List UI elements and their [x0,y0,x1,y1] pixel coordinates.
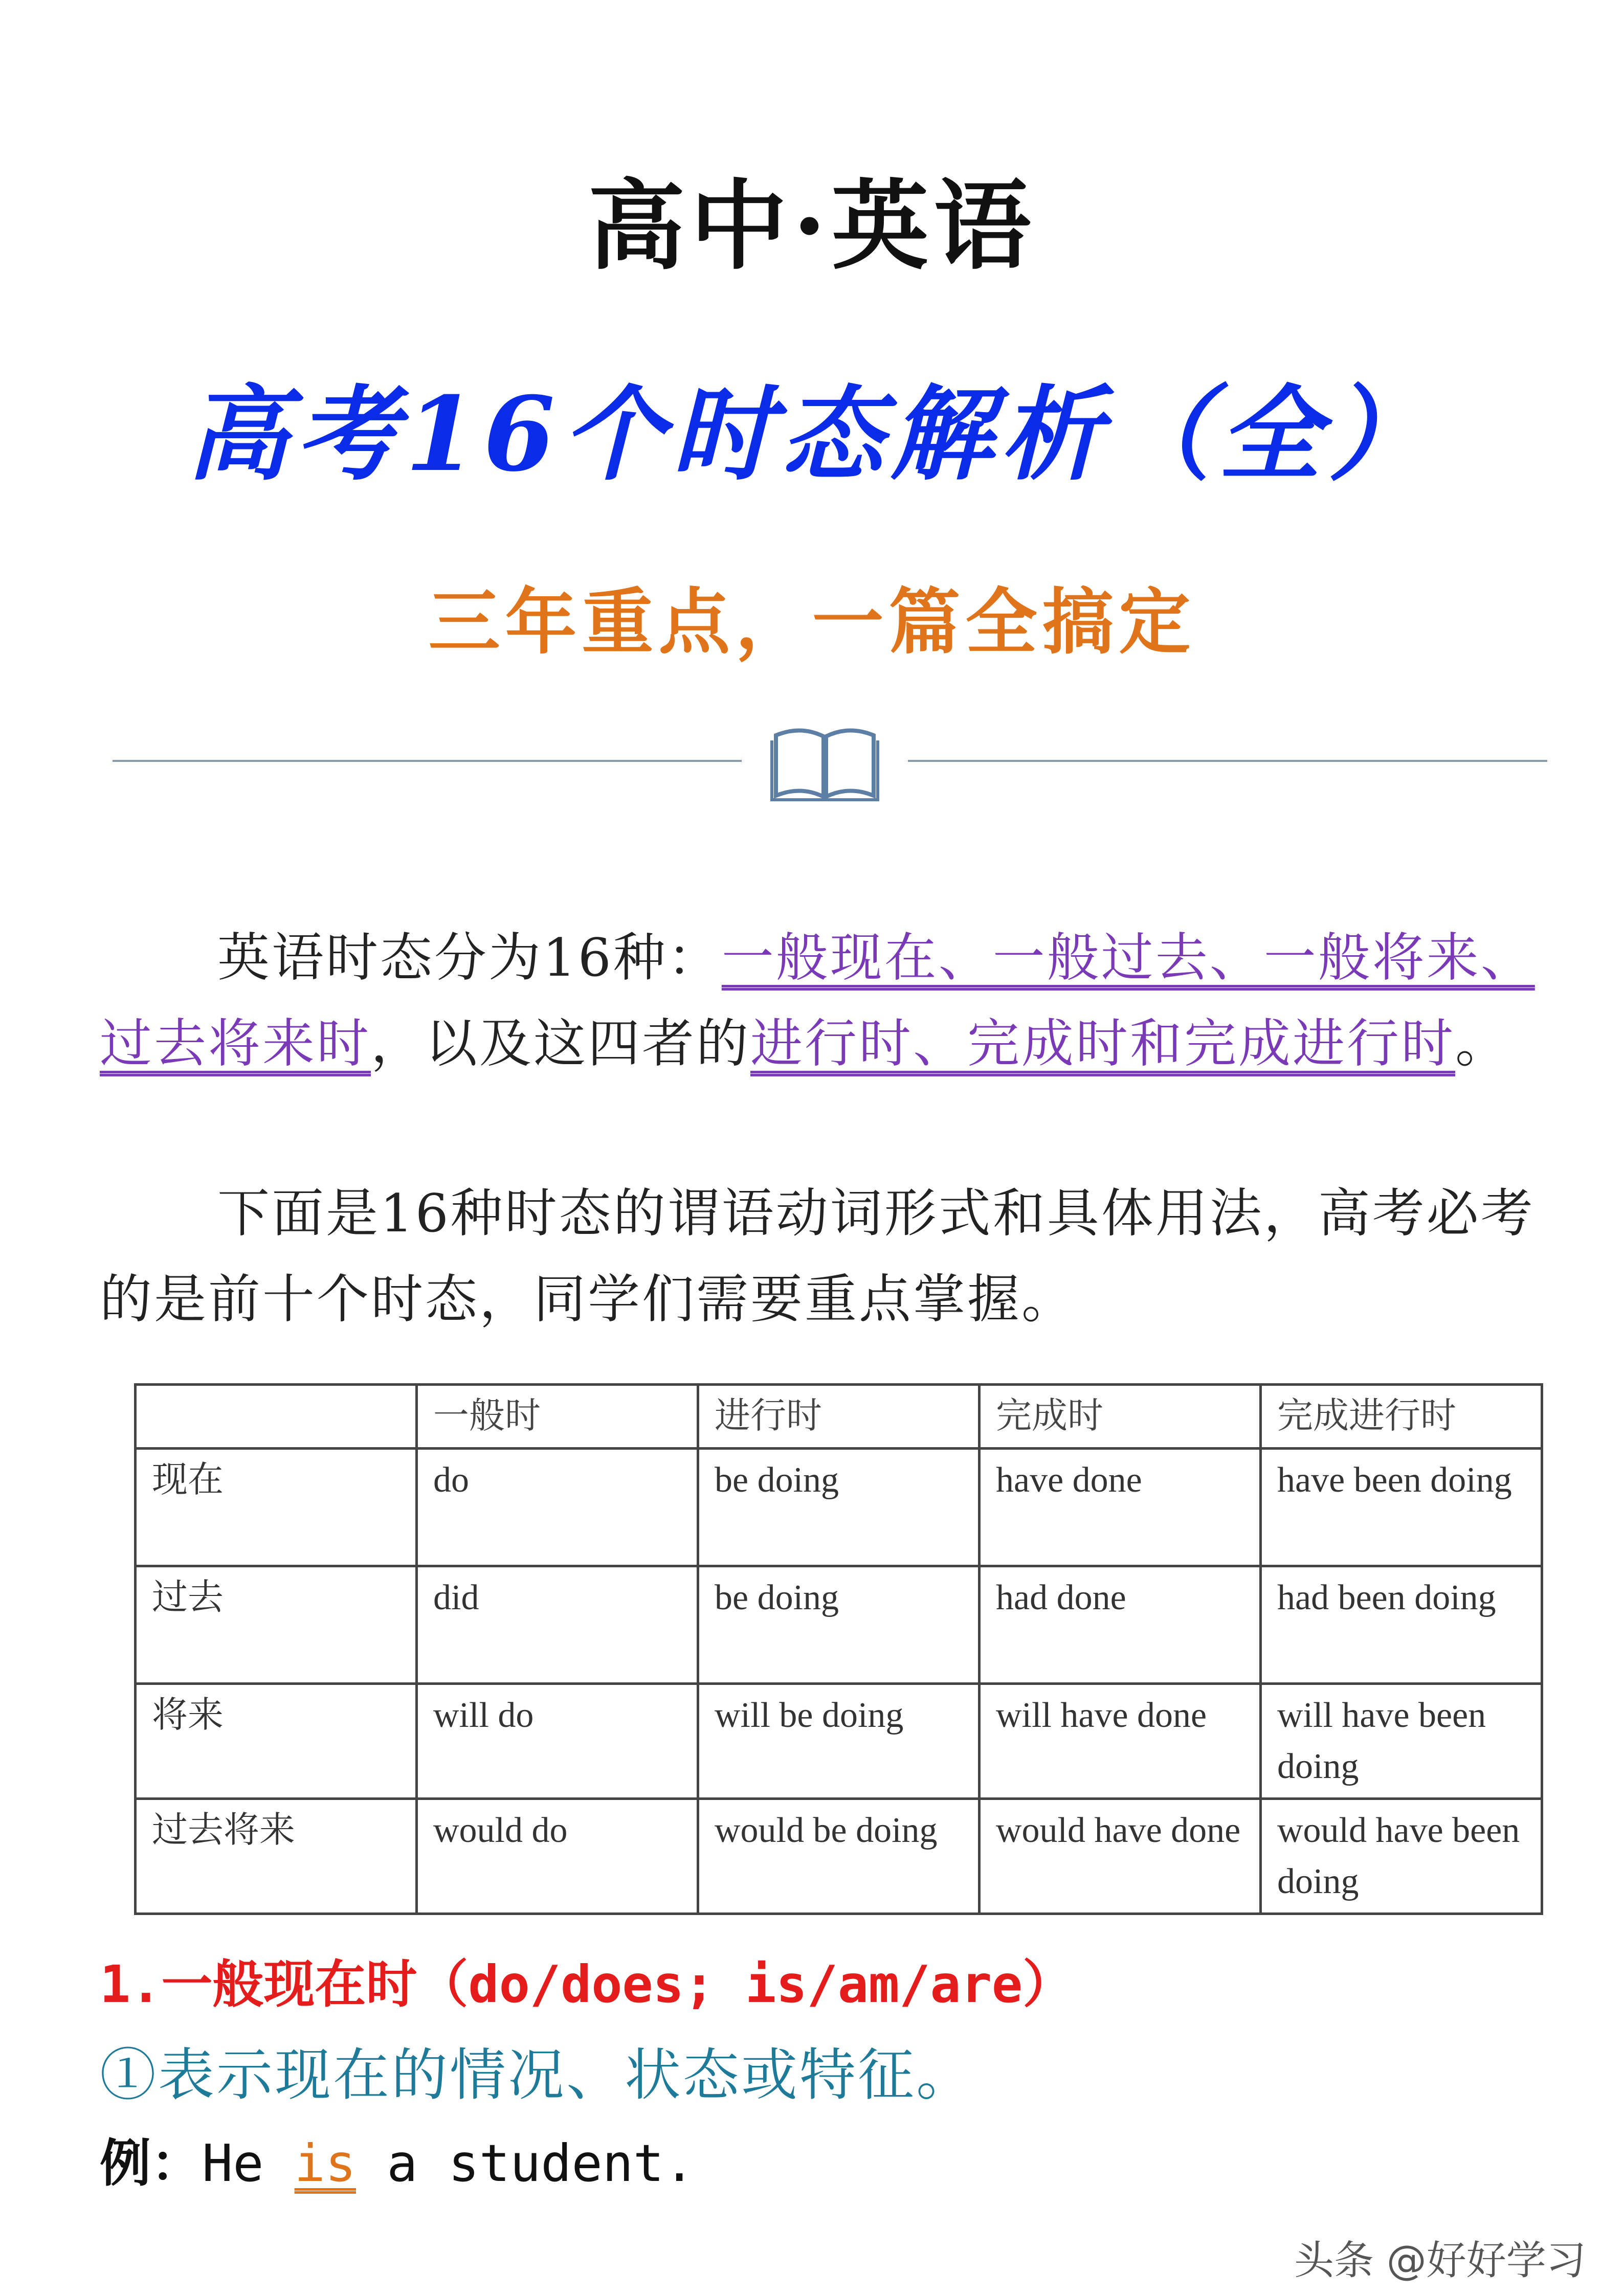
table-cell: will do [417,1684,698,1799]
table-cell: had done [980,1566,1261,1684]
table-header-row [136,1385,1542,1449]
table-cell: would do [417,1799,698,1914]
table-cell: 过去将来 [136,1799,417,1914]
divider-left [113,760,742,762]
table-cell: 将来 [136,1684,417,1799]
table-cell: had been doing [1261,1566,1542,1684]
table-cell: 过去 [136,1566,417,1684]
table-cell: do [417,1449,698,1566]
intro-paragraph-1 [100,915,1537,1087]
example-verb-highlight: is [294,2133,357,2193]
intro-text: 下面是16种时态的谓语动词形式和具体用法，高考必考的是前十个时态，同学们需要重点掌握。 [100,1183,1535,1330]
article-subtitle: 高考16个时态解析（全） [186,374,1438,494]
table-header-cell [136,1385,417,1449]
table-cell: have done [980,1449,1261,1566]
intro-text: 英语时态分为16种： [217,928,722,988]
table-cell: be doing [698,1449,980,1566]
table-header-cell: 完成时 [980,1385,1261,1449]
example-text: a student. [356,2133,695,2193]
table-cell: would have been doing [1261,1799,1542,1914]
intro-text: 。 [1455,1014,1509,1074]
page-title: 高中·英语 [588,169,1036,283]
table-cell: 现在 [136,1449,417,1566]
example-sentence [100,2122,695,2196]
intro-text: ，以及这四者的 [371,1014,750,1074]
table-cell: have been doing [1261,1449,1542,1566]
table-cell: would be doing [698,1799,980,1914]
example-label: 例： [100,2133,202,2193]
table-row [136,1566,1542,1684]
tense-table [134,1383,1543,1915]
basic-tenses-highlight: 一般现在、一般过去、一般将来、过去将来时 [100,928,1535,1074]
table-cell: will have been doing [1261,1684,1542,1799]
table-header-cell: 完成进行时 [1261,1385,1542,1449]
tagline: 三年重点，一篇全搞定 [428,580,1196,664]
divider-right [908,760,1547,762]
section-title: 1.一般现在时（do/does; is/am/are） [100,1954,1074,2014]
table-row [136,1449,1542,1566]
table-cell: be doing [698,1566,980,1684]
open-book-icon [770,725,880,804]
example-text: He [202,2133,295,2193]
table-cell: will have done [980,1684,1261,1799]
table-cell: would have done [980,1799,1261,1914]
table-header-cell: 进行时 [698,1385,980,1449]
usage-point: ①表示现在的情况、状态或特征。 [100,2042,974,2108]
table-header-cell: 一般时 [417,1385,698,1449]
intro-paragraph-2 [100,1171,1537,1343]
table-row [136,1799,1542,1914]
table-cell: did [417,1566,698,1684]
aspects-highlight: 进行时、完成时和完成进行时 [750,1014,1455,1074]
watermark: 头条 @好好学习 [1294,2238,1586,2284]
table-cell: will be doing [698,1684,980,1799]
table-row [136,1684,1542,1799]
